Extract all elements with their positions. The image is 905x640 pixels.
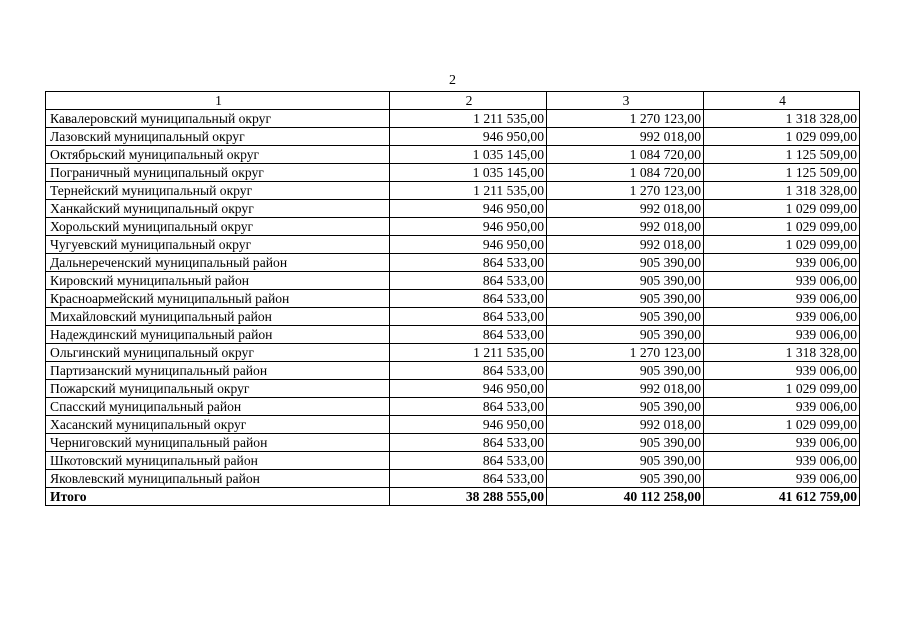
table-row <box>46 308 860 326</box>
data-table <box>45 91 860 506</box>
row-label-cell: Кировский муниципальный район <box>46 272 390 290</box>
value-cell: 864 533,00 <box>390 452 547 470</box>
value-cell: 38 288 555,00 <box>390 488 547 506</box>
value-cell: 864 533,00 <box>390 290 547 308</box>
value-cell: 905 390,00 <box>547 308 704 326</box>
value-cell: 946 950,00 <box>390 200 547 218</box>
value-cell: 1 029 099,00 <box>704 236 860 254</box>
value-cell: 939 006,00 <box>704 290 860 308</box>
value-cell: 946 950,00 <box>390 236 547 254</box>
value-cell: 946 950,00 <box>390 128 547 146</box>
value-cell: 1 211 535,00 <box>390 110 547 128</box>
row-label-cell: Тернейский муниципальный округ <box>46 182 390 200</box>
value-cell: 1 211 535,00 <box>390 344 547 362</box>
value-cell: 41 612 759,00 <box>704 488 860 506</box>
table-row <box>46 416 860 434</box>
row-label-cell: Дальнереченский муниципальный район <box>46 254 390 272</box>
value-cell: 992 018,00 <box>547 236 704 254</box>
column-header: 3 <box>547 92 704 110</box>
total-row <box>46 488 860 506</box>
row-label-cell: Черниговский муниципальный район <box>46 434 390 452</box>
table-row <box>46 326 860 344</box>
table-row <box>46 398 860 416</box>
row-label-cell: Шкотовский муниципальный район <box>46 452 390 470</box>
value-cell: 905 390,00 <box>547 470 704 488</box>
table-row <box>46 128 860 146</box>
table-row <box>46 182 860 200</box>
value-cell: 1 125 509,00 <box>704 146 860 164</box>
row-label-cell: Пожарский муниципальный округ <box>46 380 390 398</box>
row-label-cell: Михайловский муниципальный район <box>46 308 390 326</box>
table-row <box>46 272 860 290</box>
column-header: 1 <box>46 92 390 110</box>
table-header-row <box>46 92 860 110</box>
value-cell: 939 006,00 <box>704 308 860 326</box>
table-row <box>46 254 860 272</box>
value-cell: 905 390,00 <box>547 272 704 290</box>
table-row <box>46 452 860 470</box>
value-cell: 905 390,00 <box>547 452 704 470</box>
value-cell: 992 018,00 <box>547 200 704 218</box>
value-cell: 905 390,00 <box>547 254 704 272</box>
value-cell: 946 950,00 <box>390 416 547 434</box>
value-cell: 939 006,00 <box>704 254 860 272</box>
value-cell: 1 029 099,00 <box>704 128 860 146</box>
value-cell: 905 390,00 <box>547 326 704 344</box>
value-cell: 1 029 099,00 <box>704 218 860 236</box>
row-label-cell: Октябрьский муниципальный округ <box>46 146 390 164</box>
value-cell: 1 270 123,00 <box>547 110 704 128</box>
value-cell: 939 006,00 <box>704 362 860 380</box>
row-label-cell: Лазовский муниципальный округ <box>46 128 390 146</box>
value-cell: 1 318 328,00 <box>704 344 860 362</box>
table-row <box>46 164 860 182</box>
row-label-cell: Кавалеровский муниципальный округ <box>46 110 390 128</box>
table-body <box>46 92 860 506</box>
value-cell: 946 950,00 <box>390 380 547 398</box>
row-label-cell: Спасский муниципальный район <box>46 398 390 416</box>
value-cell: 1 035 145,00 <box>390 146 547 164</box>
table-row <box>46 380 860 398</box>
row-label-cell: Надеждинский муниципальный район <box>46 326 390 344</box>
value-cell: 1 270 123,00 <box>547 344 704 362</box>
value-cell: 905 390,00 <box>547 362 704 380</box>
value-cell: 864 533,00 <box>390 398 547 416</box>
value-cell: 939 006,00 <box>704 326 860 344</box>
table-row <box>46 434 860 452</box>
value-cell: 992 018,00 <box>547 218 704 236</box>
table-row <box>46 146 860 164</box>
value-cell: 864 533,00 <box>390 470 547 488</box>
row-label-cell: Партизанский муниципальный район <box>46 362 390 380</box>
value-cell: 1 211 535,00 <box>390 182 547 200</box>
value-cell: 864 533,00 <box>390 434 547 452</box>
value-cell: 905 390,00 <box>547 398 704 416</box>
table-row <box>46 236 860 254</box>
row-label-cell: Красноармейский муниципальный район <box>46 290 390 308</box>
value-cell: 864 533,00 <box>390 362 547 380</box>
value-cell: 40 112 258,00 <box>547 488 704 506</box>
value-cell: 1 035 145,00 <box>390 164 547 182</box>
value-cell: 905 390,00 <box>547 434 704 452</box>
value-cell: 1 125 509,00 <box>704 164 860 182</box>
row-label-cell: Итого <box>46 488 390 506</box>
row-label-cell: Чугуевский муниципальный округ <box>46 236 390 254</box>
value-cell: 1 084 720,00 <box>547 146 704 164</box>
value-cell: 1 270 123,00 <box>547 182 704 200</box>
value-cell: 1 029 099,00 <box>704 200 860 218</box>
table-row <box>46 470 860 488</box>
value-cell: 864 533,00 <box>390 254 547 272</box>
value-cell: 939 006,00 <box>704 452 860 470</box>
table-row <box>46 362 860 380</box>
row-label-cell: Хасанский муниципальный округ <box>46 416 390 434</box>
row-label-cell: Ольгинский муниципальный округ <box>46 344 390 362</box>
value-cell: 939 006,00 <box>704 470 860 488</box>
column-header: 4 <box>704 92 860 110</box>
row-label-cell: Хорольский муниципальный округ <box>46 218 390 236</box>
value-cell: 1 029 099,00 <box>704 380 860 398</box>
table-row <box>46 218 860 236</box>
value-cell: 1 029 099,00 <box>704 416 860 434</box>
value-cell: 1 318 328,00 <box>704 182 860 200</box>
row-label-cell: Пограничный муниципальный округ <box>46 164 390 182</box>
row-label-cell: Яковлевский муниципальный район <box>46 470 390 488</box>
value-cell: 992 018,00 <box>547 416 704 434</box>
value-cell: 946 950,00 <box>390 218 547 236</box>
page-number: 2 <box>449 73 456 88</box>
value-cell: 992 018,00 <box>547 128 704 146</box>
value-cell: 864 533,00 <box>390 308 547 326</box>
value-cell: 905 390,00 <box>547 290 704 308</box>
table-row <box>46 290 860 308</box>
value-cell: 1 084 720,00 <box>547 164 704 182</box>
value-cell: 939 006,00 <box>704 398 860 416</box>
table-row <box>46 200 860 218</box>
table-row <box>46 110 860 128</box>
row-label-cell: Ханкайский муниципальный округ <box>46 200 390 218</box>
value-cell: 992 018,00 <box>547 380 704 398</box>
value-cell: 864 533,00 <box>390 326 547 344</box>
value-cell: 939 006,00 <box>704 434 860 452</box>
table-row <box>46 344 860 362</box>
column-header: 2 <box>390 92 547 110</box>
value-cell: 939 006,00 <box>704 272 860 290</box>
value-cell: 864 533,00 <box>390 272 547 290</box>
value-cell: 1 318 328,00 <box>704 110 860 128</box>
